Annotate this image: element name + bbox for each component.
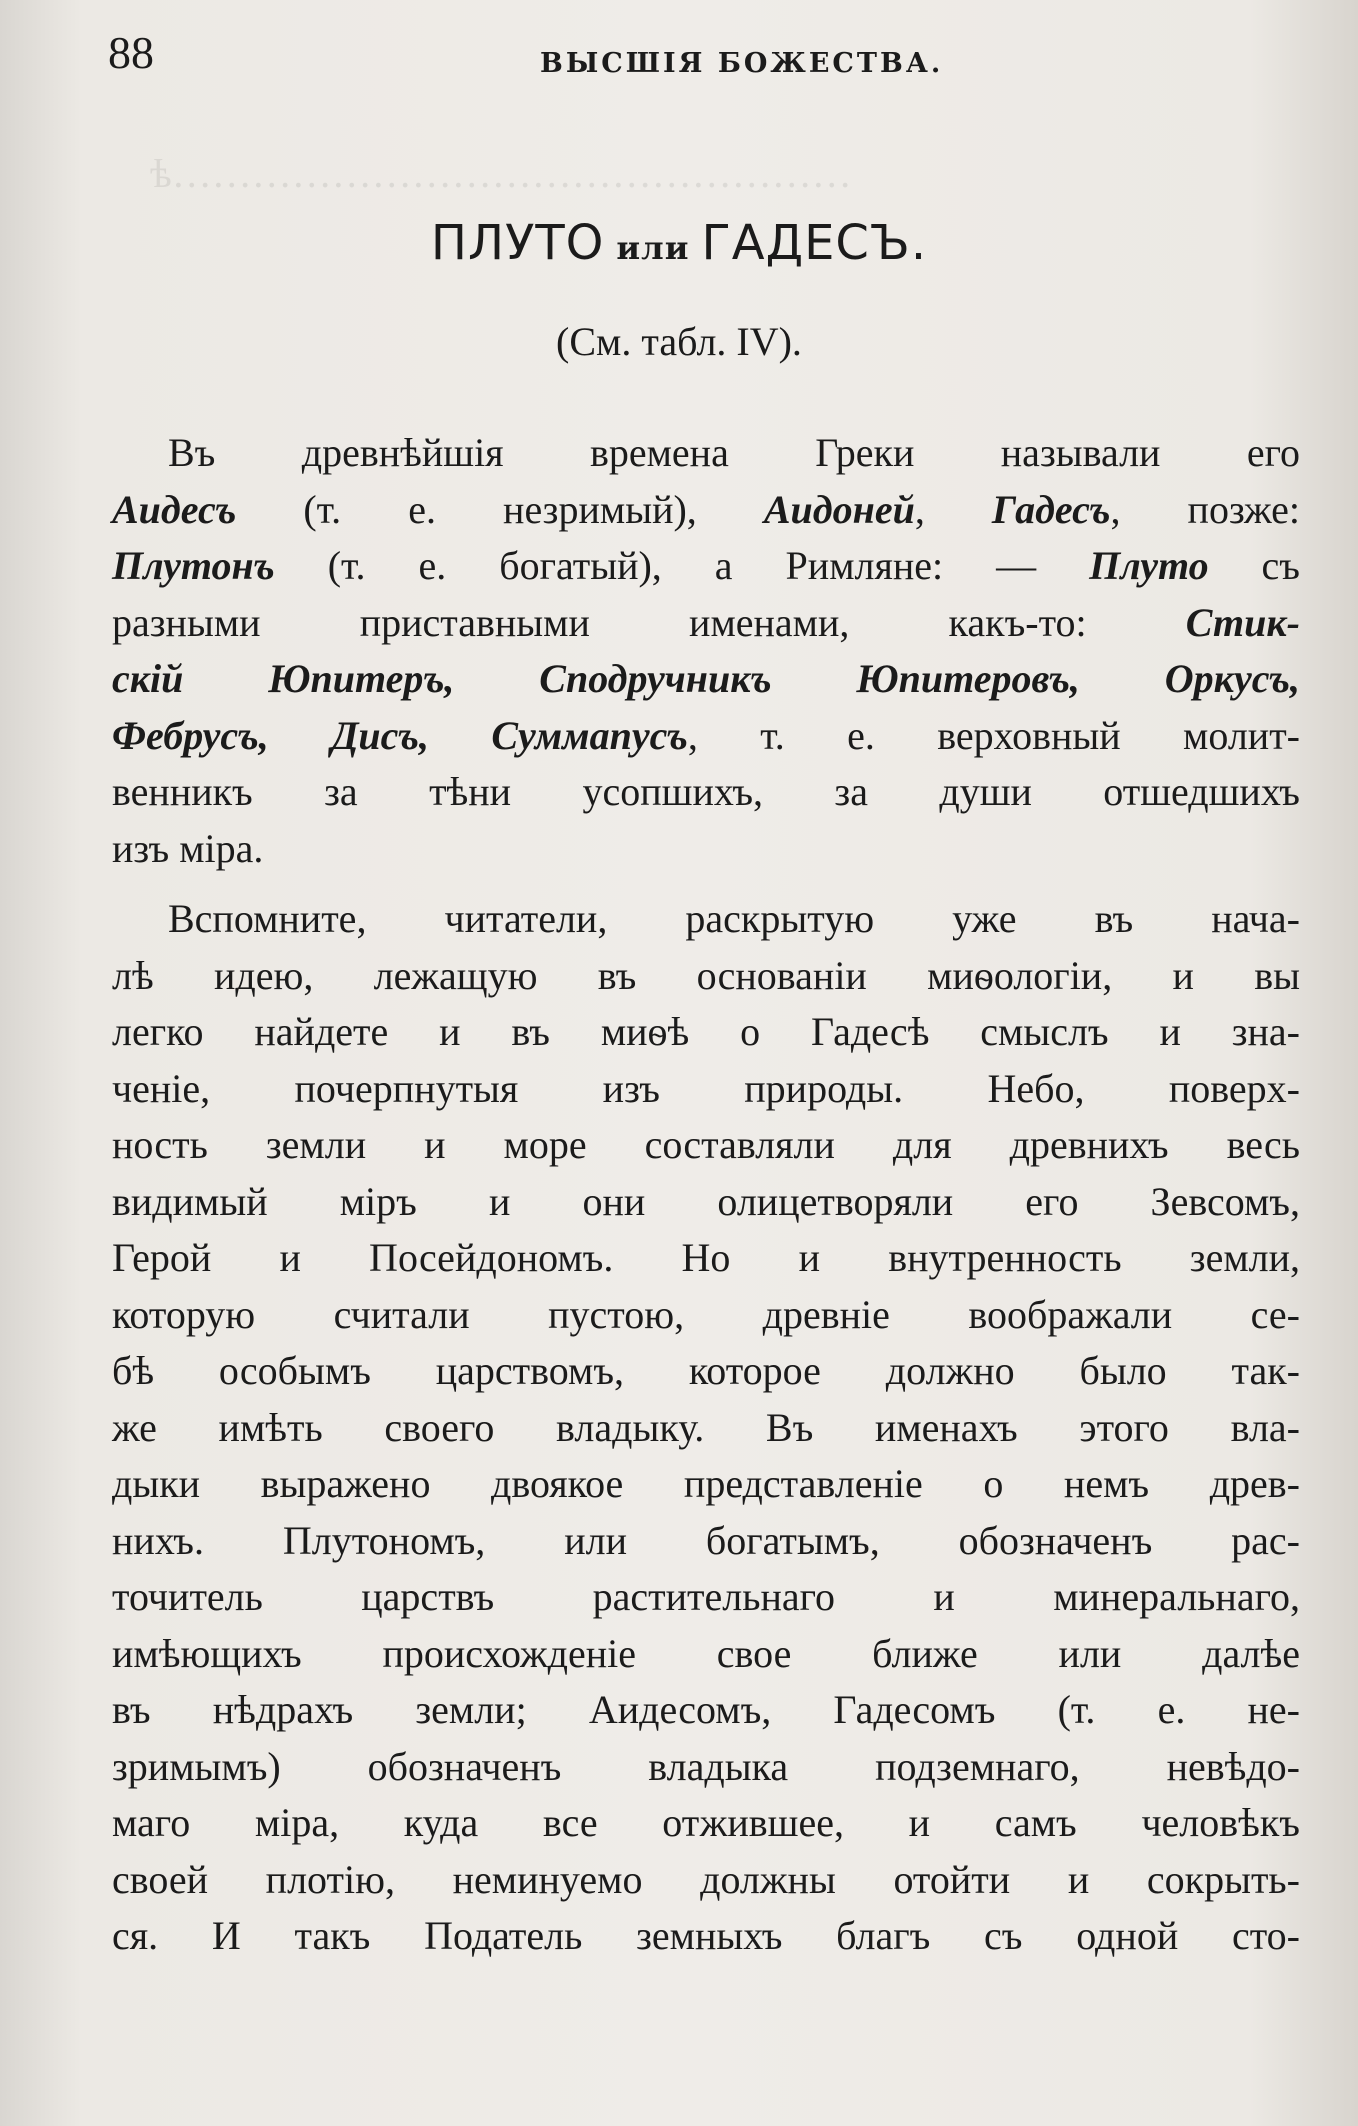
- text-line: имѣющихъ происхожденіе свое ближе или далѣе: [112, 1630, 1300, 1676]
- text-line: скій Юпитеръ, Сподручникъ Юпитеровъ, Оркусъ,: [112, 656, 1300, 701]
- title-name-1: ПЛУТО: [430, 215, 605, 271]
- bleed-through-text: ѣ……………………………………………: [150, 151, 852, 196]
- text-line: которую считали пустою, древніе воображали се-: [112, 1291, 1300, 1337]
- text-line: разными приставными именами, какъ-то: Стик-: [112, 599, 1300, 645]
- text-line: ченіе, почерпнутыя изъ природы. Небо, поверх-: [112, 1065, 1300, 1111]
- text-line: Герой и Посейдономъ. Но и внутренность земли,: [112, 1235, 1300, 1280]
- running-head: ВЫСШІЯ БОЖЕСТВА.: [540, 48, 944, 79]
- text-line: Фебрусъ, Дисъ, Суммапусъ, т. е. верховный молит-: [112, 712, 1300, 758]
- text-line: точитель царствъ растительнаго и минеральнаго,: [112, 1574, 1300, 1619]
- text-line: въ нѣдрахъ земли; Аидесомъ, Гадесомъ (т. е. не-: [112, 1687, 1300, 1732]
- text-line: венникъ за тѣни усопшихъ, за души отшедшихъ: [112, 769, 1300, 814]
- text-line: Въ древнѣйшія времена Греки называли его: [168, 430, 1300, 475]
- text-line: легко найдете и въ миѳѣ о Гадесѣ смыслъ и зна-: [112, 1009, 1300, 1054]
- text-line: изъ міра.: [112, 825, 264, 871]
- text-line: Плутонъ (т. е. богатый), а Римляне: — Плуто съ: [112, 543, 1300, 588]
- text-line: Вспомните, читатели, раскрытую уже въ нача-: [168, 896, 1300, 941]
- title-name-2: ГАДЕСЪ.: [701, 215, 928, 271]
- title-conjunction: или: [616, 229, 690, 267]
- text-line: дыки выражено двоякое представленіе о немъ древ-: [112, 1461, 1300, 1506]
- body-text: [112, 425, 1300, 1965]
- page-number: 88: [108, 27, 154, 78]
- text-line: лѣ идею, лежащую въ основаніи миѳологіи, и вы: [112, 952, 1300, 998]
- text-line: Аидесъ (т. е. незримый), Аидоней, Гадесъ, позже:: [112, 486, 1300, 532]
- text-line: маго міра, куда все отжившее, и самъ человѣкъ: [112, 1800, 1300, 1845]
- text-line: ся. И такъ Податель земныхъ благъ съ одной сто-: [112, 1913, 1300, 1958]
- text-line: ность земли и море составляли для древнихъ весь: [112, 1122, 1300, 1167]
- text-line: же имѣть своего владыку. Въ именахъ этого вла-: [112, 1404, 1300, 1450]
- chapter-title: [0, 215, 1358, 271]
- plate-reference: (См. табл. IV).: [556, 319, 802, 364]
- text-line: бѣ особымъ царствомъ, которое должно было так-: [112, 1348, 1300, 1393]
- text-line: своей плотію, неминуемо должны отойти и сокрыть-: [112, 1856, 1300, 1902]
- text-line: видимый міръ и они олицетворяли его Зевсомъ,: [112, 1178, 1300, 1224]
- text-line: зримымъ) обозначенъ владыка подземнаго, невѣдо-: [112, 1743, 1300, 1789]
- text-line: нихъ. Плутономъ, или богатымъ, обозначенъ рас-: [112, 1517, 1300, 1563]
